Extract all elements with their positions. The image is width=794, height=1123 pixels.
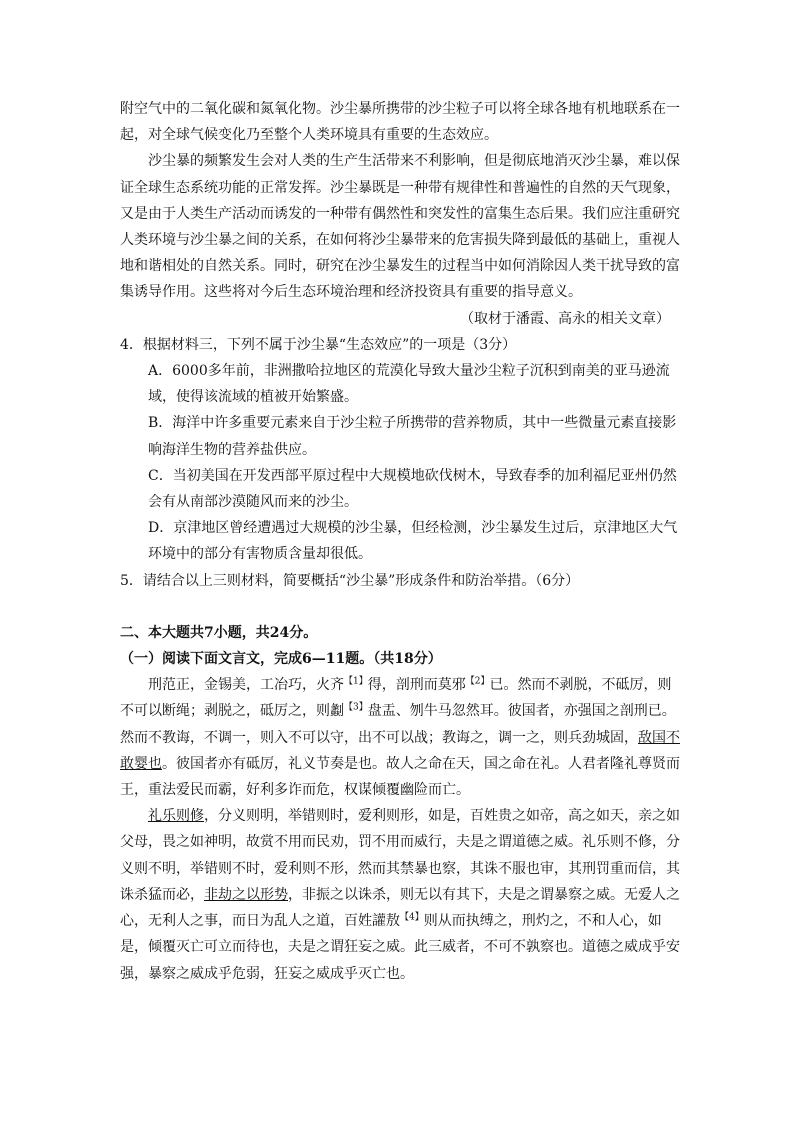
footnote-marker-2: 【2】: [465, 676, 490, 687]
classical-paragraph-2: [120, 803, 680, 986]
text-run: ，非振之以诛杀，则无以有其下，夫是之谓暴察之威。无爱人之心，无利人之事，而日为乱人之道，百姓讙敖: [120, 886, 680, 930]
question-4-option-a: A．6000多年前，非洲撒哈拉地区的荒漠化导致大量沙尘粒子沉积到南美的亚马逊流域，使得该流域的植被开始繁盛。: [148, 363, 670, 406]
material3-paragraph-2: 沙尘暴的频繁发生会对人类的生产生活带来不利影响，但是彻底地消灭沙尘暴，难以保证全球生态系统功能的正常发挥。沙尘暴既是一种带有规律性和普遍性的自然的天气现象，又是由于人类生产活动而诱发的一种带有偶然性和突发性的富集生态后果。我们应注重研究人类环境与沙尘暴之间的关系，在如何将沙尘暴带来的危害损失降到最低的基础上，重视人地和谐相处的自然关系。同时，研究在沙尘暴发生的过程当中如何消除因人类干扰导致的富集诱导作用。这些将对今后生态环境治理和经济投资具有重要的指导意义。: [120, 153, 680, 301]
underlined-sentence-1: 敌国不敢婴也: [120, 729, 680, 772]
document-page: [120, 96, 680, 987]
underlined-sentence-2: 礼乐则修: [148, 808, 204, 825]
question-4-option-b: B．海洋中许多重要元素来自于沙尘粒子所携带的营养物质，其中一些微量元素直接影响海洋生物的营养盐供应。: [148, 415, 677, 458]
text-run: 已。然而不剥脱，不砥厉，则不可以断绳；剥脱之，砥厉之，则劙: [120, 677, 672, 720]
question-4-stem: 4．根据材料三，下列不属于沙尘暴“生态效应”的一项是（3分）: [120, 336, 517, 353]
question-4-option-d: D．京津地区曾经遭遇过大规模的沙尘暴，但经检测，沙尘暴发生过后，京津地区大气环境中的部分有害物质含量却很低。: [148, 520, 678, 563]
text-run: 。彼国者亦有砥厉，礼义节奏是也。故人之命在天，国之命在礼。人君者隆礼尊贤而王，重法爱民而霸，好利多诈而危，权谋倾覆幽险而亡。: [120, 755, 680, 799]
section-2-subtitle: （一）阅读下面文言文，完成6—11题。（共18分）: [120, 651, 442, 668]
question-4-option-c: C．当初美国在开发西部平原过程中大规模地砍伐树木，导致春季的加利福尼亚州仍然会有从南部沙漠随风而来的沙尘。: [148, 467, 677, 511]
text-run: 盘盂、刎牛马忽然耳。彼国者，亦强国之剖刑已。然而不教诲，不调一，则入不可以守，出不可以战；教诲之，调一之，则兵劲城固，: [120, 703, 676, 746]
footnote-marker-3: 【3】: [344, 702, 368, 713]
text-run: 则从而执缚之，刑灼之，不和人心，如是，倾覆灭亡可立而待也，夫是之谓狂妄之威。此三威者，不可不孰察也。道德之威成乎安强，暴察之威成乎危弱，狂妄之威成乎灭亡也。: [120, 913, 680, 982]
underlined-sentence-3: 非劫之以形势: [204, 886, 288, 903]
text-run: 刑范正，金锡美，工冶巧，火齐: [148, 677, 344, 694]
text-run: 得，剖刑而莫邪: [367, 677, 466, 694]
question-5-stem: 5．请结合以上三则材料，简要概括“沙尘暴”形成条件和防治举措。（6分）: [120, 572, 580, 589]
section-2-title: 二、本大题共7小题，共24分。: [120, 624, 318, 641]
footnote-marker-1: 【1】: [344, 676, 368, 687]
material3-paragraph-1: 附空气中的二氧化碳和氮氧化物。沙尘暴所携带的沙尘粒子可以将全球各地有机地联系在一起，对全球气候变化乃至整个人类环境具有重要的生态效应。: [120, 101, 680, 144]
classical-paragraph-1: [120, 672, 680, 803]
footnote-marker-4: 【4】: [400, 912, 424, 923]
material3-source: （取材于潘霞、高永的相关文章）: [460, 310, 670, 327]
text-run: ，分义则明，举错则时，爱利则形，如是，百姓贵之如帝，高之如天，亲之如父母，畏之如神明，故赏不用而民劝，罚不用而威行，夫是之谓道德之威。礼乐则不修，分义则不明，举错则不时，爱利则不形，然而其禁暴也察，其诛不服也审，其刑罚重而信，其诛杀猛而必，: [120, 808, 680, 903]
